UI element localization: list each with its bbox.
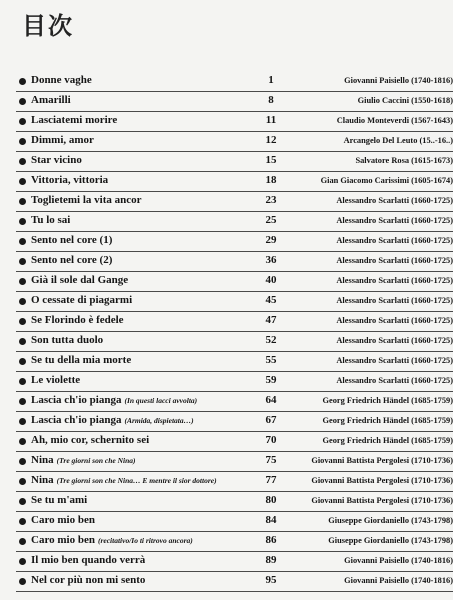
toc-entry	[16, 352, 453, 372]
song-title	[31, 354, 131, 366]
page-number: 95	[265, 574, 277, 586]
toc-entry	[16, 292, 453, 312]
page-number: 67	[265, 414, 277, 426]
composer-name: Giuseppe Giordaniello (1743-1798)	[328, 516, 453, 525]
bullet-icon	[19, 398, 26, 405]
toc-entry	[16, 332, 453, 352]
toc-entry	[16, 372, 453, 392]
page-number: 36	[265, 254, 277, 266]
song-title	[31, 234, 112, 246]
song-title	[31, 454, 136, 466]
page-number: 70	[265, 434, 277, 446]
page-number: 77	[265, 474, 277, 486]
bullet-icon	[19, 498, 26, 505]
page-number: 89	[265, 554, 277, 566]
bullet-icon	[19, 458, 26, 465]
song-title	[31, 94, 71, 106]
composer-name: Giulio Caccini (1550-1618)	[357, 96, 453, 105]
page-number: 40	[265, 274, 277, 286]
bullet-icon	[19, 338, 26, 345]
song-title-text: Caro mio ben	[31, 534, 95, 546]
bullet-icon	[19, 258, 26, 265]
song-title-text: Già il sole dal Gange	[31, 274, 129, 286]
toc-entry	[16, 152, 453, 172]
song-title-text: Lascia ch'io pianga	[31, 394, 122, 406]
toc-entry	[16, 252, 453, 272]
composer-name: Giovanni Battista Pergolesi (1710-1736)	[311, 456, 453, 465]
song-title-text: Ah, mio cor, schernito sei	[31, 434, 150, 446]
song-title-text: Vittoria, vittoria	[31, 174, 109, 186]
toc-entry	[16, 552, 453, 572]
song-subtitle: (Tre giorni son che Nina… E mentre il sior dottore)	[56, 476, 217, 485]
toc-entry	[16, 452, 453, 472]
bullet-icon	[19, 218, 26, 225]
song-title	[31, 374, 80, 386]
toc-entry	[16, 472, 453, 492]
composer-name: Alessandro Scarlatti (1660-1725)	[336, 336, 453, 345]
bullet-icon	[19, 238, 26, 245]
bullet-icon	[19, 578, 26, 585]
toc-entry	[16, 532, 453, 552]
song-title-text: Toglietemi la vita ancor	[31, 194, 142, 206]
table-of-contents	[16, 72, 453, 592]
song-title	[31, 574, 145, 586]
bullet-icon	[19, 298, 26, 305]
song-title	[31, 334, 103, 346]
bullet-icon	[19, 378, 26, 385]
bullet-icon	[19, 418, 26, 425]
composer-name: Alessandro Scarlatti (1660-1725)	[336, 356, 453, 365]
composer-name: Alessandro Scarlatti (1660-1725)	[336, 316, 453, 325]
song-title	[31, 294, 132, 306]
composer-name: Alessandro Scarlatti (1660-1725)	[336, 216, 453, 225]
toc-entry	[16, 492, 453, 512]
song-title-text: Lascia ch'io pianga	[31, 414, 122, 426]
bullet-icon	[19, 138, 26, 145]
song-title	[31, 274, 128, 286]
song-title	[31, 254, 112, 266]
song-title	[31, 194, 142, 206]
song-title-text: Se tu m'ami	[31, 494, 88, 506]
song-title	[31, 534, 193, 546]
song-title	[31, 514, 95, 526]
song-title-text: Il mio ben quando verrà	[31, 554, 146, 566]
page-number: 11	[265, 114, 277, 126]
bullet-icon	[19, 478, 26, 485]
bullet-icon	[19, 278, 26, 285]
toc-entry	[16, 272, 453, 292]
page-number: 80	[265, 494, 277, 506]
page-number: 29	[265, 234, 277, 246]
toc-entry	[16, 572, 453, 592]
song-title-text: Tu lo sai	[31, 214, 71, 226]
toc-entry	[16, 172, 453, 192]
composer-name: Arcangelo Del Leuto (15..-16..)	[343, 136, 453, 145]
page-number: 18	[265, 174, 277, 186]
page-number: 12	[265, 134, 277, 146]
song-title	[31, 214, 70, 226]
song-subtitle: (In questi lacci avvolta)	[124, 396, 198, 405]
bullet-icon	[19, 118, 26, 125]
song-subtitle: (recitativo/Io ti ritrovo ancora)	[97, 536, 193, 545]
song-title-text: Son tutta duolo	[31, 334, 104, 346]
song-title-text: Donne vaghe	[31, 74, 92, 86]
song-title	[31, 174, 108, 186]
toc-entry	[16, 192, 453, 212]
song-title	[31, 554, 145, 566]
page-number: 59	[265, 374, 277, 386]
toc-entry	[16, 232, 453, 252]
composer-name: Claudio Monteverdi (1567-1643)	[336, 116, 453, 125]
toc-entry	[16, 432, 453, 452]
song-title-text: Sento nel core (1)	[31, 234, 113, 246]
song-title-text: Se tu della mia morte	[31, 354, 132, 366]
composer-name: Georg Friedrich Händel (1685-1759)	[322, 436, 453, 445]
composer-name: Gian Giacomo Carissimi (1605-1674)	[320, 176, 453, 185]
page-number: 15	[265, 154, 277, 166]
song-title	[31, 394, 197, 406]
composer-name: Giovanni Paisiello (1740-1816)	[344, 556, 453, 565]
toc-entry	[16, 312, 453, 332]
page-number: 75	[265, 454, 277, 466]
page-number: 86	[265, 534, 277, 546]
song-title	[31, 414, 194, 426]
song-title-text: Dimmi, amor	[31, 134, 94, 146]
song-title	[31, 154, 82, 166]
toc-entry	[16, 212, 453, 232]
toc-entry	[16, 132, 453, 152]
page-number: 23	[265, 194, 277, 206]
page-number: 55	[265, 354, 277, 366]
bullet-icon	[19, 538, 26, 545]
song-title-text: Amarilli	[31, 94, 71, 106]
composer-name: Alessandro Scarlatti (1660-1725)	[336, 296, 453, 305]
bullet-icon	[19, 178, 26, 185]
song-title	[31, 134, 94, 146]
song-title-text: Lasciatemi morire	[31, 114, 118, 126]
page-number: 1	[268, 74, 274, 86]
composer-name: Alessandro Scarlatti (1660-1725)	[336, 256, 453, 265]
song-title-text: Sento nel core (2)	[31, 254, 113, 266]
song-title	[31, 434, 149, 446]
song-subtitle: (Armida, dispietata…)	[124, 416, 194, 425]
toc-entry	[16, 72, 453, 92]
song-title	[31, 494, 87, 506]
bullet-icon	[19, 198, 26, 205]
page-title: 目次	[22, 12, 74, 40]
page-number: 45	[265, 294, 277, 306]
composer-name: Salvatore Rosa (1615-1673)	[355, 156, 453, 165]
toc-entry	[16, 512, 453, 532]
song-title-text: O cessate di piagarmi	[31, 294, 133, 306]
song-title-text: Caro mio ben	[31, 514, 95, 526]
composer-name: Georg Friedrich Händel (1685-1759)	[322, 416, 453, 425]
bullet-icon	[19, 318, 26, 325]
toc-entry	[16, 392, 453, 412]
page-number: 25	[265, 214, 277, 226]
page-number: 52	[265, 334, 277, 346]
composer-name: Giovanni Paisiello (1740-1816)	[344, 576, 453, 585]
page-number: 64	[265, 394, 277, 406]
song-title	[31, 314, 124, 326]
bullet-icon	[19, 438, 26, 445]
composer-name: Georg Friedrich Händel (1685-1759)	[322, 396, 453, 405]
song-title-text: Star vicino	[31, 154, 82, 166]
composer-name: Alessandro Scarlatti (1660-1725)	[336, 276, 453, 285]
song-title-text: Le violette	[31, 374, 81, 386]
song-title-text: Se Florindo è fedele	[31, 314, 124, 326]
song-title-text: Nina	[31, 454, 54, 466]
song-title	[31, 474, 217, 486]
toc-entry	[16, 412, 453, 432]
composer-name: Giuseppe Giordaniello (1743-1798)	[328, 536, 453, 545]
page-number: 8	[268, 94, 274, 106]
bullet-icon	[19, 558, 26, 565]
song-title-text: Nel cor più non mi sento	[31, 574, 146, 586]
toc-entry	[16, 112, 453, 132]
song-title	[31, 74, 92, 86]
bullet-icon	[19, 158, 26, 165]
composer-name: Alessandro Scarlatti (1660-1725)	[336, 236, 453, 245]
page-number: 47	[265, 314, 277, 326]
bullet-icon	[19, 358, 26, 365]
composer-name: Giovanni Battista Pergolesi (1710-1736)	[311, 496, 453, 505]
song-title-text: Nina	[31, 474, 54, 486]
composer-name: Alessandro Scarlatti (1660-1725)	[336, 196, 453, 205]
composer-name: Giovanni Paisiello (1740-1816)	[344, 76, 453, 85]
toc-entry	[16, 92, 453, 112]
bullet-icon	[19, 518, 26, 525]
composer-name: Alessandro Scarlatti (1660-1725)	[336, 376, 453, 385]
bullet-icon	[19, 78, 26, 85]
song-title	[31, 114, 117, 126]
page-number: 84	[265, 514, 277, 526]
bullet-icon	[19, 98, 26, 105]
song-subtitle: (Tre giorni son che Nina)	[56, 456, 136, 465]
composer-name: Giovanni Battista Pergolesi (1710-1736)	[311, 476, 453, 485]
